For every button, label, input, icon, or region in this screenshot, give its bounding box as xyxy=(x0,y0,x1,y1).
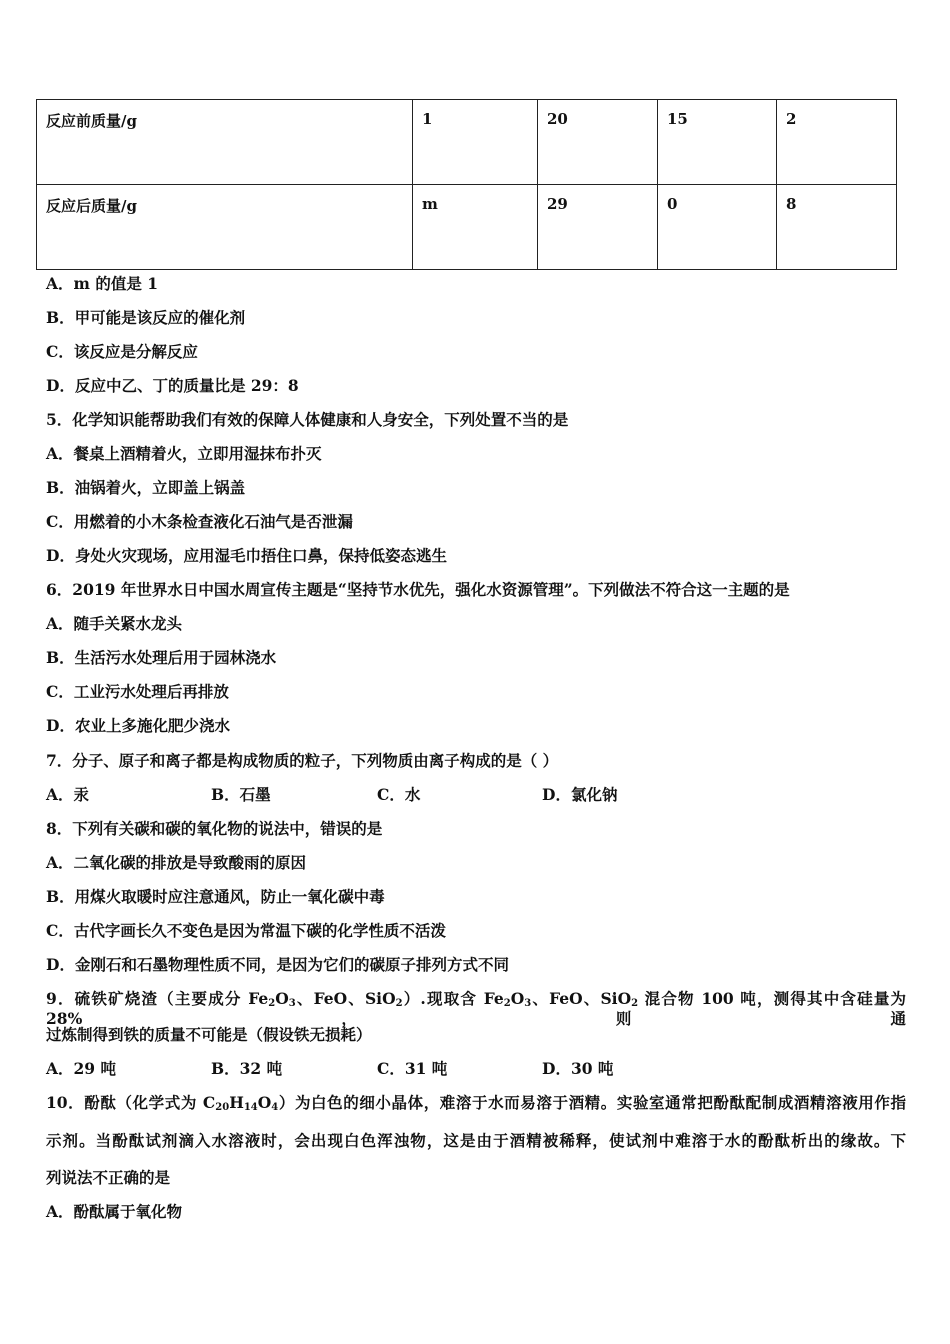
q10-text: 10．酚酞（化学式为 C xyxy=(46,1093,216,1112)
q6-stem: 6．2019 年世界水日中国水周宣传主题是“坚持节水优先，强化水资源管理”。下列做法不符合这一主题的是 xyxy=(46,580,790,599)
subscript: 2 xyxy=(395,998,403,1009)
subscript: 3 xyxy=(524,998,532,1009)
q7-option-b: B．石墨 xyxy=(211,785,271,804)
table-cell: 29 xyxy=(538,185,658,270)
q9-text: ）.现取含 Fe xyxy=(402,989,504,1008)
q7-option-c: C．水 xyxy=(377,785,421,804)
q6-option-c: C．工业污水处理后再排放 xyxy=(46,682,229,701)
q8-option-c: C．古代字画长久不变色是因为常温下碳的化学性质不活泼 xyxy=(46,921,446,940)
q9-text: 、FeO、SiO xyxy=(531,989,632,1008)
q7-stem: 7．分子、原子和离子都是构成物质的粒子，下列物质由离子构成的是（ ） xyxy=(46,751,559,770)
subscript: 3 xyxy=(288,998,296,1009)
q9-text: O xyxy=(510,989,525,1008)
subscript: 2 xyxy=(268,998,276,1009)
table-cell: 2 xyxy=(777,100,897,185)
q5-option-b: B．油锅着火，立即盖上锅盖 xyxy=(46,478,246,497)
table-row xyxy=(37,185,897,270)
subscript: 20 xyxy=(215,1102,230,1113)
q10-text: H xyxy=(229,1093,244,1112)
q10-text: ）为白色的细小晶体，难溶于水而易溶于酒精。实验室通常把酚酞配制成酒精溶液用作指 xyxy=(278,1093,906,1112)
table-cell: 20 xyxy=(538,100,658,185)
q10-stem-line3: 列说法不正确的是 xyxy=(46,1168,171,1187)
q8-stem: 8．下列有关碳和碳的氧化物的说法中，错误的是 xyxy=(46,819,383,838)
q7-option-d: D．氯化钠 xyxy=(542,785,618,804)
q9-stem-line2: 过炼制得到铁的质量不可能是（假设铁无损耗） xyxy=(46,1025,372,1044)
q9-text: 、FeO、SiO xyxy=(295,989,396,1008)
subscript: 4 xyxy=(271,1102,279,1113)
q10-stem-line2: 示剂。当酚酞试剂滴入水溶液时，会出现白色浑浊物，这是由于酒精被稀释，使试剂中难溶于水的酚酞析出的缘故。下 xyxy=(46,1131,906,1150)
q5-stem: 5．化学知识能帮助我们有效的保障人体健康和人身安全，下列处置不当的是 xyxy=(46,410,569,429)
q4-option-d: D．反应中乙、丁的质量比是 29：8 xyxy=(46,376,299,395)
q10-text: O xyxy=(257,1093,272,1112)
q9-text: 混合物 100 吨，测得其中含硅量为 28%，则通 xyxy=(46,989,907,1028)
q8-option-d: D．金刚石和石墨物理性质不同，是因为它们的碳原子排列方式不同 xyxy=(46,955,509,974)
table-cell: 1 xyxy=(413,100,538,185)
table-row xyxy=(37,100,897,185)
q9-option-d: D．30 吨 xyxy=(542,1059,614,1078)
row-label: 反应前质量/g xyxy=(37,100,413,185)
q7-option-a: A．汞 xyxy=(46,785,90,804)
table-cell: m xyxy=(413,185,538,270)
subscript: 2 xyxy=(503,998,511,1009)
mass-table xyxy=(36,99,897,270)
row-label: 反应后质量/g xyxy=(37,185,413,270)
q5-option-a: A．餐桌上酒精着火，立即用湿抹布扑灭 xyxy=(46,444,322,463)
subscript: 14 xyxy=(243,1102,258,1113)
q6-option-a: A．随手关紧水龙头 xyxy=(46,614,183,633)
table-cell: 15 xyxy=(658,100,777,185)
q9-option-c: C．31 吨 xyxy=(377,1059,448,1078)
q9-option-b: B．32 吨 xyxy=(211,1059,283,1078)
table-cell: 8 xyxy=(777,185,897,270)
q4-option-c: C．该反应是分解反应 xyxy=(46,342,198,361)
q9-text: O xyxy=(275,989,289,1008)
q10-stem-line1 xyxy=(46,1093,906,1113)
q4-option-b: B．甲可能是该反应的催化剂 xyxy=(46,308,246,327)
q10-option-a: A．酚酞属于氧化物 xyxy=(46,1202,183,1221)
q6-option-d: D．农业上多施化肥少浇水 xyxy=(46,716,230,735)
q9-text: 9．硫铁矿烧渣（主要成分 Fe xyxy=(46,989,269,1008)
subscript: 2 xyxy=(631,998,639,1009)
q9-option-a: A．29 吨 xyxy=(46,1059,116,1078)
q9-stem-line1 xyxy=(46,989,906,1029)
q5-option-d: D．身处火灾现场，应用湿毛巾捂住口鼻，保持低姿态逃生 xyxy=(46,546,447,565)
q8-option-b: B．用煤火取暖时应注意通风，防止一氧化碳中毒 xyxy=(46,887,385,906)
q6-option-b: B．生活污水处理后用于园林浇水 xyxy=(46,648,277,667)
table-cell: 0 xyxy=(658,185,777,270)
q4-option-a: A．m 的值是 1 xyxy=(46,274,159,293)
q5-option-c: C．用燃着的小木条检查液化石油气是否泄漏 xyxy=(46,512,353,531)
q8-option-a: A．二氧化碳的排放是导致酸雨的原因 xyxy=(46,853,307,872)
